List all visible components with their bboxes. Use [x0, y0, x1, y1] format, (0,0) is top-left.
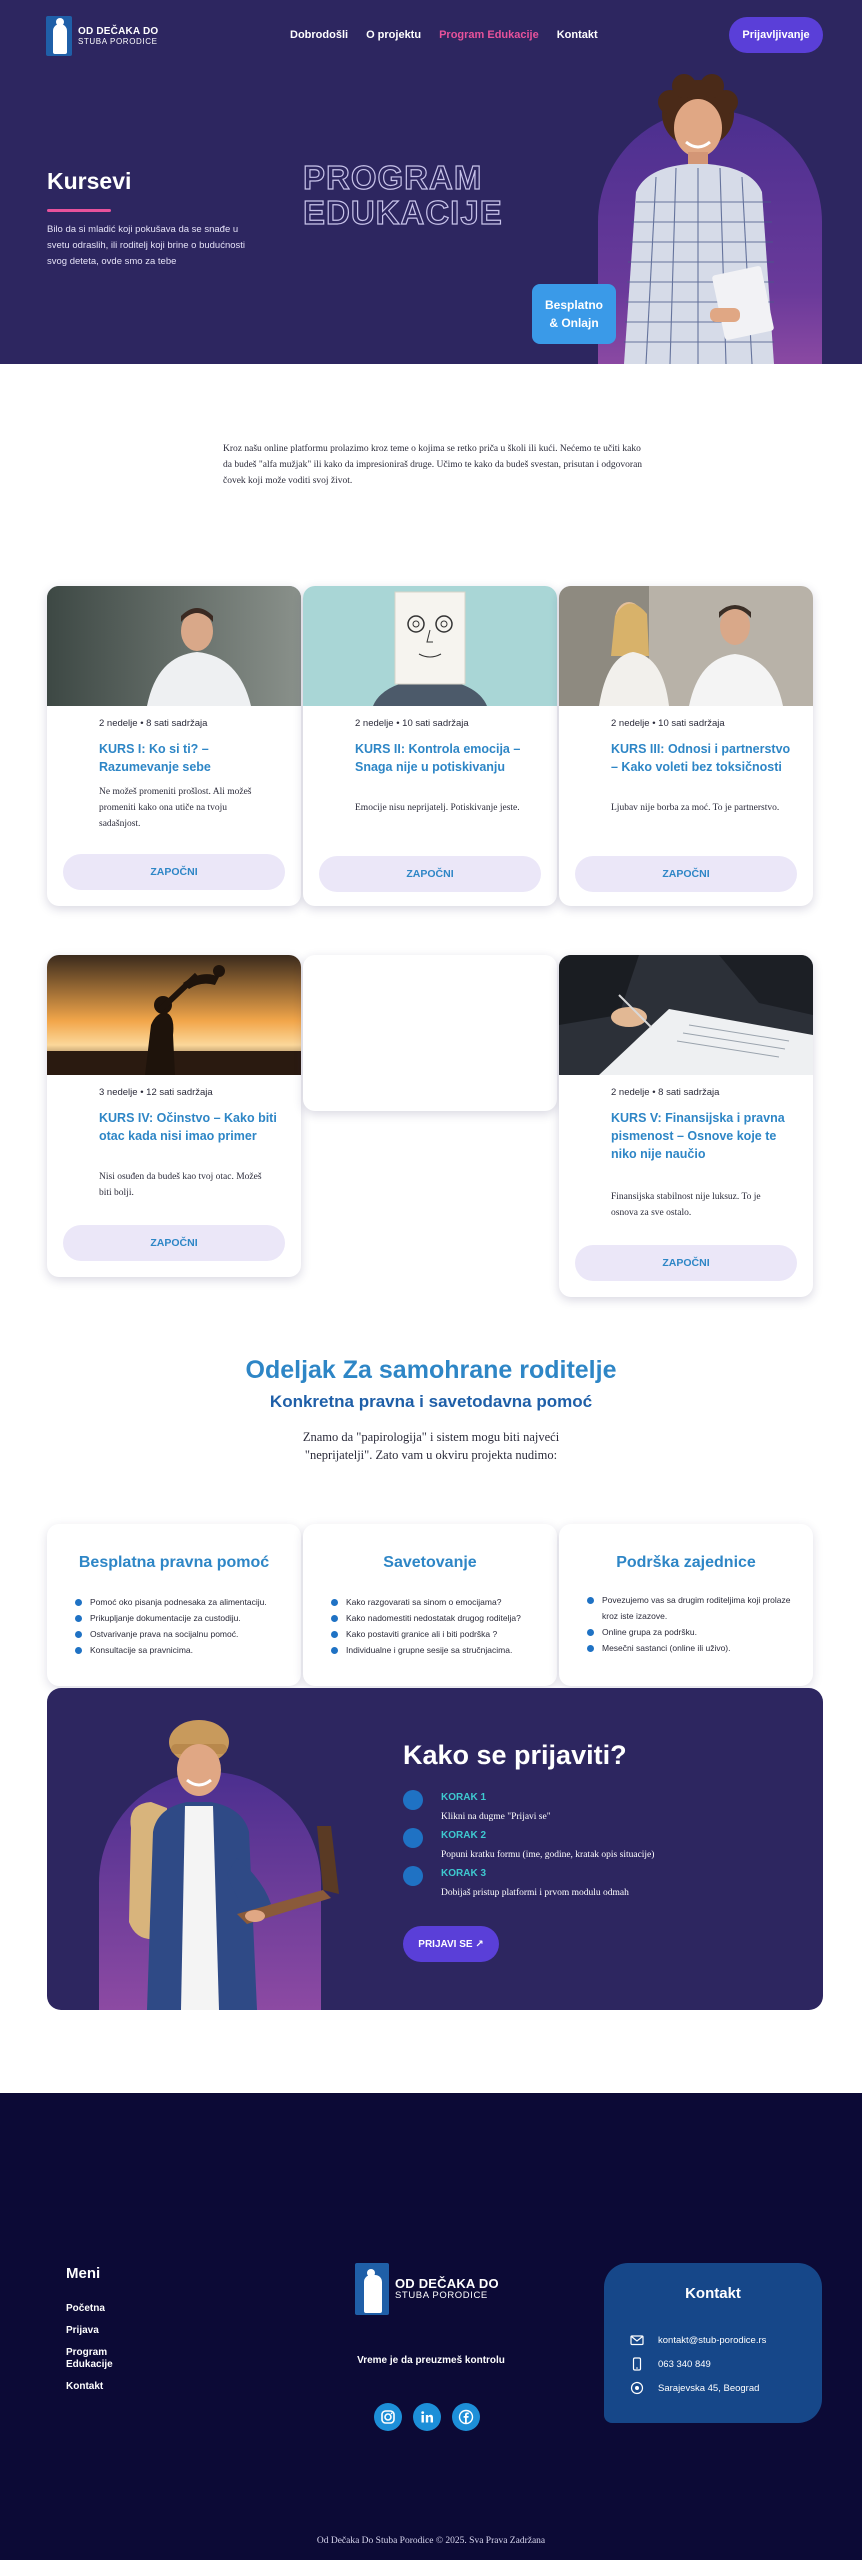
contact-email: kontakt@stub-porodice.rs — [658, 2334, 767, 2346]
instagram-icon[interactable] — [374, 2403, 402, 2431]
logo-door-icon — [46, 16, 72, 56]
hero-section — [0, 0, 862, 364]
service-item: Online grupa za podršku. — [587, 1624, 807, 1640]
service-list — [75, 1594, 295, 1658]
service-item: Kako nadomestiti nedostatak drugog roditelja? — [331, 1610, 551, 1626]
footer-contact-card — [604, 2263, 822, 2423]
service-list — [587, 1592, 807, 1656]
badge-line-2: & Onlajn — [549, 316, 599, 330]
service-card-counseling — [303, 1524, 557, 1686]
course-card-3 — [559, 586, 813, 906]
footer-menu-title: Meni — [66, 2265, 101, 2282]
course-description: Ne možeš promeniti prošlost. Ali možeš promeniti kako ona utiče na tvoju sadašnjost. — [99, 787, 252, 829]
course-3-image — [559, 586, 813, 706]
contact-phone-row[interactable] — [630, 2357, 711, 2371]
step-2-dot — [403, 1828, 423, 1848]
badge-line-1: Besplatno — [544, 298, 603, 312]
course-1-image — [47, 586, 301, 706]
step-3-label: KORAK 3 — [441, 1868, 487, 1879]
step-2-label: KORAK 2 — [441, 1830, 487, 1841]
hero-student-image — [606, 72, 796, 364]
course-description: Nisi osuđen da budeš kao tvoj otac. Možeš biti bolji. — [99, 1172, 262, 1198]
service-item: Kako razgovarati sa sinom o emocijama? — [331, 1594, 551, 1610]
course-description: Emocije nisu neprijatelj. Potiskivanje jeste. — [355, 803, 520, 813]
course-description: Finansijska stabilnost nije luksuz. To je osnova za sve ostalo. — [611, 1192, 761, 1218]
step-1-label: KORAK 1 — [441, 1792, 487, 1803]
logo-line-1: OD DEČAKA DO — [395, 2276, 499, 2292]
logo-door-icon — [355, 2263, 389, 2315]
course-title[interactable]: KURS I: Ko si ti? – Razumevanje sebe — [99, 742, 211, 774]
hero-title-underline — [47, 209, 111, 212]
hero-outline-line-1: PROGRAM — [303, 159, 483, 196]
footer-link-prijava[interactable]: Prijava — [66, 2325, 99, 2336]
logo-line-2: STUBA PORODICE — [395, 2290, 488, 2302]
logo-line-2: STUBA PORODICE — [78, 36, 158, 46]
apply-student-image — [87, 1708, 347, 2010]
site-footer — [0, 2093, 862, 2560]
linkedin-icon[interactable] — [413, 2403, 441, 2431]
service-title: Podrška zajednice — [616, 1554, 756, 1571]
footer-link-pocetna[interactable]: Početna — [66, 2303, 105, 2314]
course-5-image — [559, 955, 813, 1075]
contact-email-row[interactable] — [630, 2333, 766, 2347]
service-item: Kako postaviti granice ali i biti podrška ? — [331, 1626, 551, 1642]
hero-description: Bilo da si mladić koji pokušava da se snađe u svetu odraslih, ili roditelj koji brine o budućnosti svog deteta, ovde smo za tebe — [47, 224, 246, 267]
course-meta: 2 nedelje • 8 sati sadržaja — [99, 718, 208, 729]
phone-icon — [630, 2357, 644, 2371]
step-2-text: Popuni kratku formu (ime, godine, kratak opis situacije) — [441, 1850, 655, 1860]
logo-line-1: OD DEČAKA DO — [78, 25, 159, 37]
course-card-5 — [559, 955, 813, 1297]
apply-title: Kako se prijaviti? — [403, 1740, 627, 1770]
start-course-button[interactable]: ZAPOČNI — [319, 856, 541, 892]
service-card-community — [559, 1524, 813, 1686]
start-course-button[interactable]: ZAPOČNI — [575, 856, 797, 892]
course-meta: 2 nedelje • 10 sati sadržaja — [611, 718, 725, 729]
email-icon — [630, 2333, 644, 2347]
contact-phone: 063 340 849 — [658, 2358, 711, 2370]
single-parent-title: Odeljak Za samohrane roditelje — [245, 1356, 617, 1384]
service-item: Konsultacije sa pravnicima. — [75, 1642, 295, 1658]
course-card-empty — [303, 955, 557, 1111]
step-1-dot — [403, 1790, 423, 1810]
start-course-button[interactable]: ZAPOČNI — [63, 854, 285, 890]
course-meta: 2 nedelje • 10 sati sadržaja — [355, 718, 469, 729]
site-logo[interactable] — [46, 16, 158, 56]
nav-item-kontakt[interactable]: Kontakt — [556, 29, 598, 41]
single-parent-description: Znamo da "papirologija" i sistem mogu biti najveći "neprijatelji". Zato vam u okviru projekta nudimo: — [302, 1430, 560, 1462]
service-card-legal — [47, 1524, 301, 1686]
free-online-badge — [532, 284, 616, 344]
intro-text: Kroz našu online platformu prolazimo kroz teme o kojima se retko priča u školi ili kući. Nećemo te učiti kako da budeš "alfa mužjak" ili kako da impresioniraš druge. Učimo te kako da budeš svestan, prisutan i odgovoran čovek koji može voditi svoj život. — [223, 444, 643, 486]
service-item: Mesečni sastanci (online ili uživo). — [587, 1640, 807, 1656]
course-title[interactable]: KURS IV: Očinstvo – Kako biti otac kada nisi imao primer — [99, 1111, 277, 1143]
footer-link-program[interactable]: Program Edukacije — [66, 2347, 113, 2370]
apply-section — [47, 1688, 823, 2010]
start-course-button[interactable]: ZAPOČNI — [575, 1245, 797, 1281]
service-title: Besplatna pravna pomoć — [78, 1554, 270, 1571]
step-3-dot — [403, 1866, 423, 1886]
course-card-4 — [47, 955, 301, 1277]
course-2-image — [303, 586, 557, 706]
nav-item-program-edukacije[interactable]: Program Edukacije — [439, 29, 539, 41]
course-title[interactable]: KURS V: Finansijska i pravna pismenost – Osnove koje te niko nije naučio — [611, 1111, 785, 1161]
hero-outline-heading — [303, 160, 503, 230]
location-icon — [630, 2381, 644, 2395]
course-title[interactable]: KURS III: Odnosi i partnerstvo – Kako voleti bez toksičnosti — [611, 742, 791, 774]
contact-address-row[interactable] — [630, 2381, 759, 2395]
service-item: Povezujemo vas sa drugim roditeljima koji prolaze kroz iste izazove. — [587, 1592, 807, 1624]
service-title: Savetovanje — [383, 1554, 477, 1571]
service-list — [331, 1594, 551, 1658]
footer-link-kontakt[interactable]: Kontakt — [66, 2381, 104, 2392]
course-card-2 — [303, 586, 557, 906]
start-course-button[interactable]: ZAPOČNI — [63, 1225, 285, 1261]
course-meta: 2 nedelje • 8 sati sadržaja — [611, 1087, 720, 1098]
footer-copyright: Od Dečaka Do Stuba Porodice © 2025. Sva Prava Zadržana — [316, 2536, 546, 2546]
footer-contact-title: Kontakt — [685, 2285, 741, 2302]
footer-tagline: Vreme je da preuzmeš kontrolu — [357, 2355, 505, 2366]
service-item: Ostvarivanje prava na socijalnu pomoć. — [75, 1626, 295, 1642]
footer-logo[interactable] — [355, 2263, 499, 2315]
course-4-image — [47, 955, 301, 1075]
course-card-1 — [47, 586, 301, 906]
course-meta: 3 nedelje • 12 sati sadržaja — [99, 1087, 213, 1098]
service-item: Prikupljanje dokumentacije za custodiju. — [75, 1610, 295, 1626]
signup-button[interactable]: Prijavljivanje — [729, 17, 823, 53]
hero-outline-line-2: EDUKACIJE — [303, 194, 503, 231]
hero-title: Kursevi — [47, 168, 132, 194]
contact-address: Sarajevska 45, Beograd — [658, 2382, 760, 2394]
single-parent-subtitle: Konkretna pravna i savetodavna pomoć — [269, 1392, 593, 1411]
main-nav — [290, 29, 598, 41]
service-item: Pomoć oko pisanja podnesaka za alimentaciju. — [75, 1594, 295, 1610]
nav-item-dobrodosli[interactable]: Dobrodošli — [290, 29, 349, 41]
apply-button[interactable]: PRIJAVI SE ↗ — [403, 1926, 499, 1962]
nav-item-o-projektu[interactable]: O projektu — [366, 29, 422, 41]
facebook-icon[interactable] — [452, 2403, 480, 2431]
step-3-text: Dobijaš pristup platformi i prvom modulu odmah — [441, 1888, 629, 1898]
step-1-text: Klikni na dugme "Prijavi se" — [441, 1812, 551, 1822]
course-title[interactable]: KURS II: Kontrola emocija – Snaga nije u potiskivanju — [355, 742, 521, 774]
service-item: Individualne i grupne sesije sa stručnjacima. — [331, 1642, 551, 1658]
course-description: Ljubav nije borba za moć. To je partnerstvo. — [611, 803, 780, 813]
